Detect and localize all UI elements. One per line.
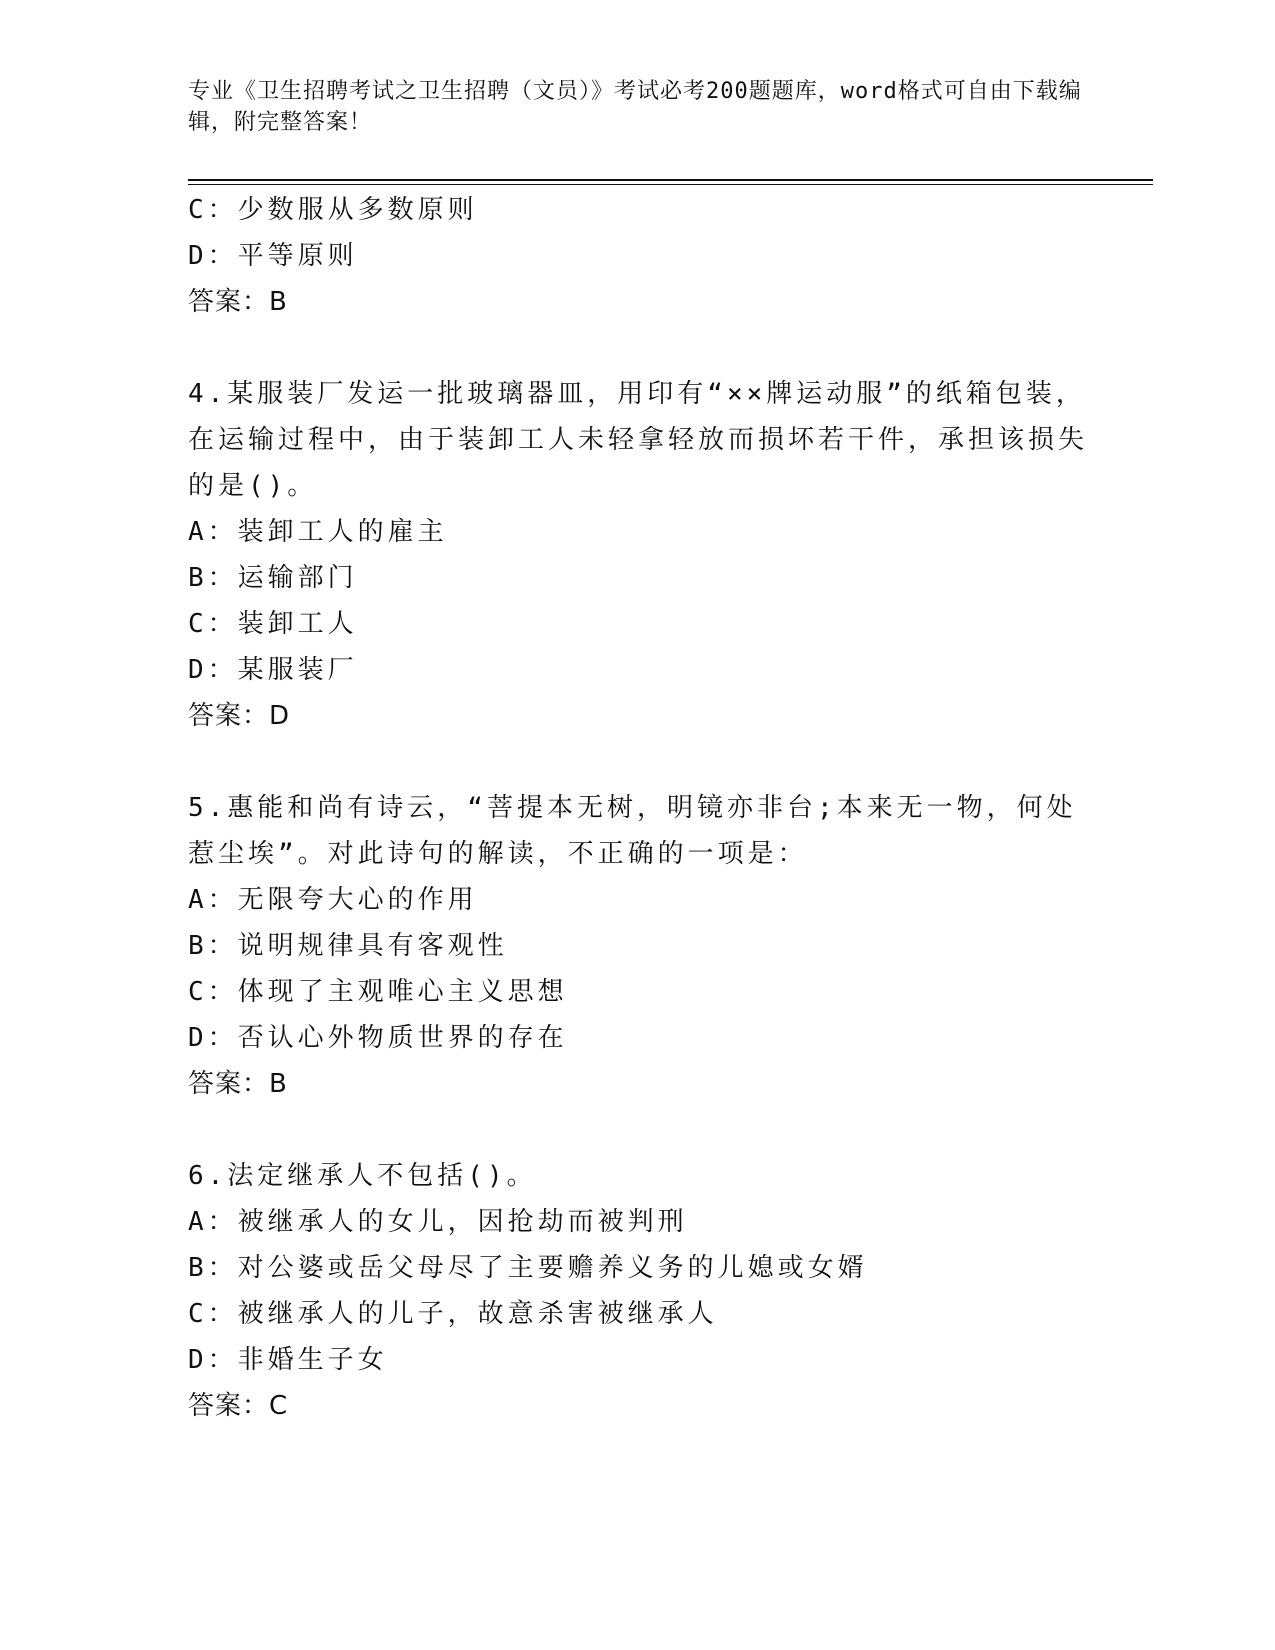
option-c: C：被继承人的儿子，故意杀害被继承人	[188, 1299, 718, 1329]
option-a: A：装卸工人的雇主	[188, 517, 448, 547]
option-a: A：无限夸大心的作用	[188, 885, 478, 915]
spacer	[188, 739, 1088, 785]
header-divider-secondary	[188, 184, 1153, 185]
option-d: D：某服装厂	[188, 655, 358, 685]
question-4	[188, 371, 1088, 739]
option-b: B：对公婆或岳父母尽了主要赡养义务的儿媳或女婿	[188, 1253, 868, 1283]
document-header: 专业《卫生招聘考试之卫生招聘（文员）》考试必考200题题库，word格式可自由下载编辑，附完整答案！	[188, 79, 1082, 135]
question-3-continued	[188, 187, 1088, 325]
answer-label: 答案：B	[188, 1069, 288, 1099]
option-b: B：说明规律具有客观性	[188, 931, 508, 961]
answer-label: 答案：C	[188, 1391, 289, 1421]
question-5	[188, 785, 1088, 1107]
header-divider	[188, 179, 1153, 181]
option-d: D：否认心外物质世界的存在	[188, 1023, 568, 1053]
option-d: D：非婚生子女	[188, 1345, 388, 1375]
spacer	[188, 1107, 1088, 1153]
option-c: C：少数服从多数原则	[188, 195, 478, 225]
question-stem: 6.法定继承人不包括()。	[188, 1161, 537, 1191]
option-b: B：运输部门	[188, 563, 358, 593]
option-c: C：体现了主观唯心主义思想	[188, 977, 568, 1007]
option-c: C：装卸工人	[188, 609, 358, 639]
question-6	[188, 1153, 1088, 1429]
answer-label: 答案：B	[188, 287, 288, 317]
question-stem: 4.某服装厂发运一批玻璃器皿，用印有“××牌运动服”的纸箱包装，在运输过程中，由于装卸工人未轻拿轻放而损坏若干件，承担该损失的是()。	[188, 379, 1089, 501]
question-stem: 5.惠能和尚有诗云，“菩提本无树，明镜亦非台;本来无一物，何处惹尘埃”。对此诗句的解读，不正确的一项是：	[188, 793, 1077, 869]
option-d: D：平等原则	[188, 241, 358, 271]
option-a: A：被继承人的女儿，因抢劫而被判刑	[188, 1207, 688, 1237]
spacer	[188, 325, 1088, 371]
answer-label: 答案：D	[188, 701, 291, 731]
question-list	[188, 187, 1088, 1429]
